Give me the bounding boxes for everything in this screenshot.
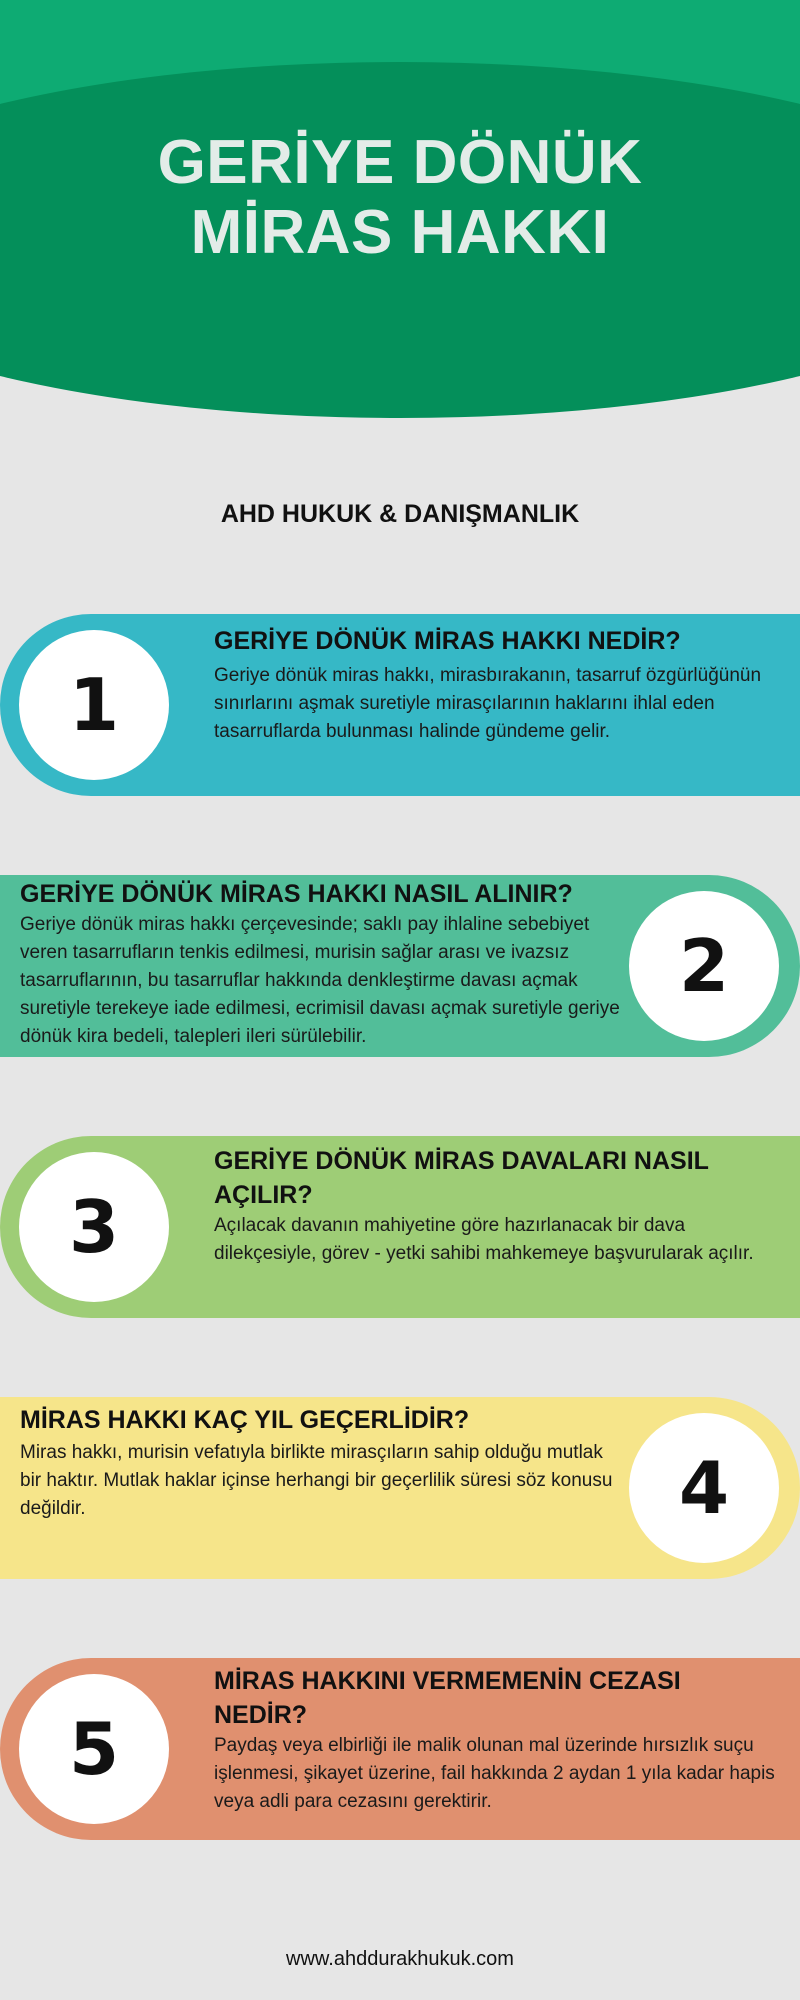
- section-3-title: GERİYE DÖNÜK MİRAS DAVALARI NASIL AÇILIR?: [214, 1147, 709, 1209]
- page-title: [0, 128, 800, 268]
- section-1-number-badge: 1: [19, 630, 169, 780]
- section-5-content: [214, 1664, 789, 1816]
- section-2: [0, 875, 800, 1057]
- section-3-number-badge: 3: [19, 1152, 169, 1302]
- section-3: [0, 1136, 800, 1318]
- section-5-number-badge: 5: [19, 1674, 169, 1824]
- section-5: [0, 1658, 800, 1840]
- section-2-body: Geriye dönük miras hakkı çerçevesinde; saklı pay ihlaline sebebiyet veren tasarrufların tenkis edilmesi, murisin sağlar arası ve ivazsız tasarruflarının, bu tasarruflar hakkında denkleştirme davası açmak suretiyle terekeye iade edilmesi, ecrimisil davası açmak suretiyle geriye dönük kira bedeli, talepleri ileri sürülebilir.: [20, 914, 620, 1047]
- company-name: AHD HUKUK & DANIŞMANLIK: [220, 500, 580, 528]
- section-2-content: [20, 877, 620, 1051]
- hero-header: [0, 0, 800, 420]
- title-line-2: MİRAS HAKKI: [190, 198, 610, 267]
- section-3-content: [214, 1144, 789, 1268]
- title-line-1: GERİYE DÖNÜK: [157, 128, 643, 197]
- section-5-body: Paydaş veya elbirliği ile malik olunan mal üzerinde hırsızlık suçu işlenmesi, şikayet üzerine, fail hakkında 2 aydan 1 yıla kadar hapis veya adli para cezasını gerektirir.: [214, 1735, 775, 1812]
- section-2-number-badge: 2: [629, 891, 779, 1041]
- section-4-body: Miras hakkı, murisin vefatıyla birlikte mirasçıların sahip olduğu mutlak bir haktır. Mutlak haklar içinse herhangi bir geçerlilik süresi söz konusu değildir.: [20, 1442, 613, 1519]
- section-4-content: [20, 1403, 620, 1523]
- section-1-title: GERİYE DÖNÜK MİRAS HAKKI NEDİR?: [214, 627, 681, 655]
- section-3-body: Açılacak davanın mahiyetine göre hazırlanacak bir dava dilekçesiyle, görev - yetki sahibi mahkemeye başvurularak açılır.: [214, 1215, 754, 1264]
- section-2-title: GERİYE DÖNÜK MİRAS HAKKI NASIL ALINIR?: [20, 880, 573, 908]
- section-1: [0, 614, 800, 796]
- website-link[interactable]: www.ahddurakhukuk.com: [286, 1948, 514, 1970]
- section-5-title: MİRAS HAKKINI VERMEMENİN CEZASI NEDİR?: [214, 1667, 681, 1729]
- section-1-content: [214, 624, 789, 746]
- section-4-title: MİRAS HAKKI KAÇ YIL GEÇERLİDİR?: [20, 1406, 470, 1434]
- section-4-number-badge: 4: [629, 1413, 779, 1563]
- section-4: [0, 1397, 800, 1579]
- section-1-body: Geriye dönük miras hakkı, mirasbırakanın, tasarruf özgürlüğünün sınırlarını aşmak suretiyle mirasçılarının haklarını ihlal eden tasarruflarda bulunması halinde gündeme gelir.: [214, 665, 762, 742]
